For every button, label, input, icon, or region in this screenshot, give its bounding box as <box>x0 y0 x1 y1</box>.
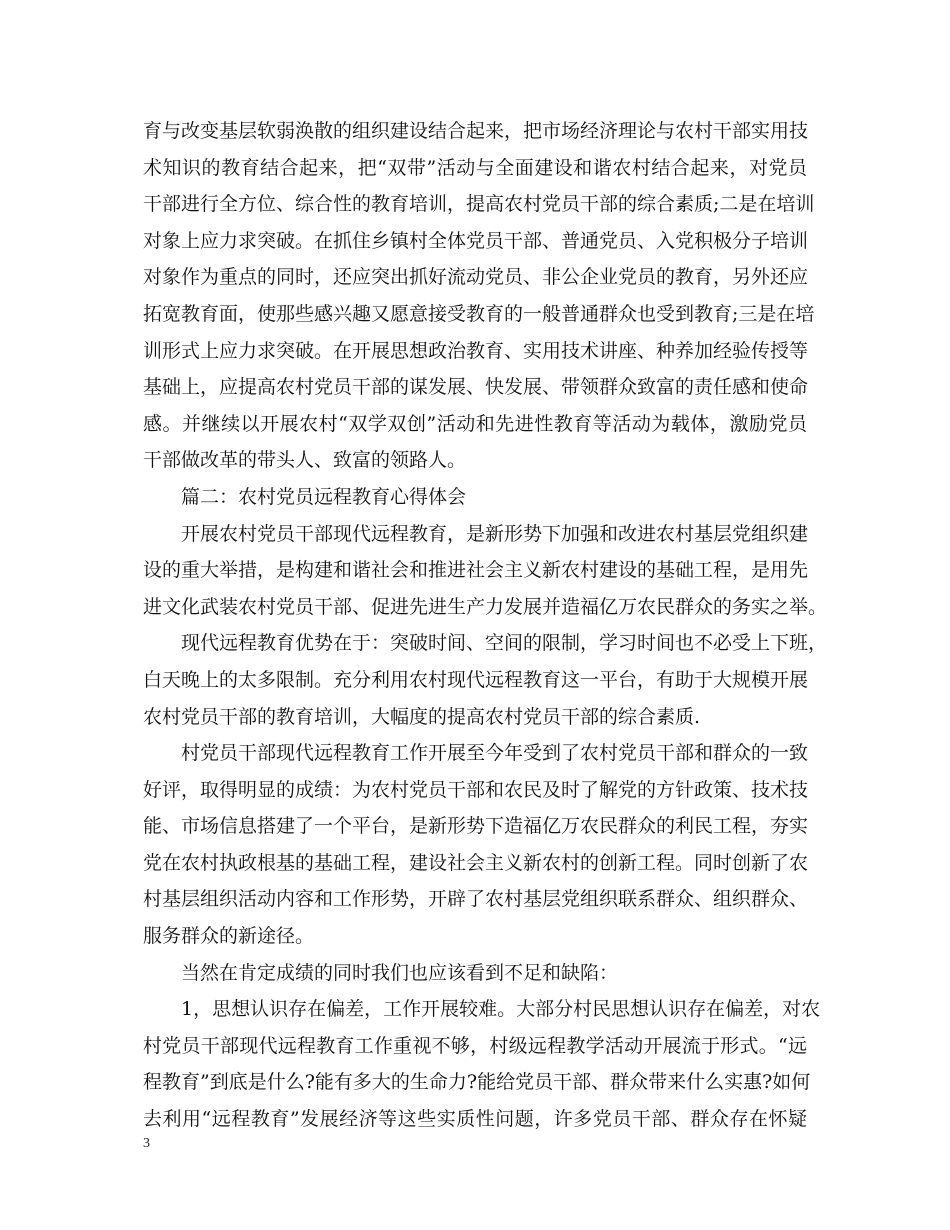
text-line: 对象上应力求突破。在抓住乡镇村全体党员干部、普通党员、入党积极分子培训 <box>143 229 809 252</box>
text-line: 村基层组织活动内容和工作形势，开辟了农村基层党组织联系群众、组织群众、 <box>143 888 809 911</box>
text-line: 服务群众的新途径。 <box>143 925 315 948</box>
text-line: 开展农村党员干部现代远程教育，是新形势下加强和改进农村基层党组织建 <box>181 522 809 545</box>
text-line: 基础上，应提高农村党员干部的谋发展、快发展、带领群众致富的责任感和使命 <box>143 376 809 399</box>
text-line: 农村党员干部的教育培训，大幅度的提高农村党员干部的综合素质. <box>143 705 701 728</box>
text-line: 拓宽教育面，使那些感兴趣又愿意接受教育的一般普通群众也受到教育;三是在培 <box>143 302 815 325</box>
text-line: 干部做改革的带头人、致富的领路人。 <box>143 449 467 472</box>
text-line: 党在农村执政根基的基础工程，建设社会主义新农村的创新工程。同时创新了农 <box>143 851 809 874</box>
text-line: 村党员干部现代远程教育工作重视不够，村级远程教学活动开展流于形式。“远 <box>143 1034 807 1057</box>
text-line: 进文化武装农村党员干部、促进先进生产力发展并造福亿万农民群众的务实之举。 <box>143 595 828 618</box>
text-line: 设的重大举措，是构建和谐社会和推进社会主义新农村建设的基础工程，是用先 <box>143 559 809 582</box>
text-line: 能、市场信息搭建了一个平台，是新形势下造福亿万农民群众的利民工程，夯实 <box>143 815 809 838</box>
page-number: 3 <box>143 1136 150 1151</box>
text-line: 对象作为重点的同时，还应突出抓好流动党员、非公企业党员的教育，另外还应 <box>143 266 809 289</box>
text-line: 训形式上应力求突破。在开展思想政治教育、实用技术讲座、种养加经验传授等 <box>143 339 809 362</box>
text-line: 程教育”到底是什么?能有多大的生命力?能给党员干部、群众带来什么实惠?如何 <box>143 1071 811 1094</box>
text-line: 现代远程教育优势在于：突破时间、空间的限制，学习时间也不必受上下班， <box>181 632 828 655</box>
text-line: 育与改变基层软弱涣散的组织建设结合起来，把市场经济理论与农村干部实用技 <box>143 120 809 142</box>
text-line: 1，思想认识存在偏差，工作开展较难。大部分村民思想认识存在偏差，对农 <box>181 998 821 1021</box>
text-line: 村党员干部现代远程教育工作开展至今年受到了农村党员干部和群众的一致 <box>181 742 809 765</box>
section-heading: 篇二：农村党员远程教育心得体会 <box>181 485 467 508</box>
body-text <box>143 113 828 1138</box>
text-line: 白天晚上的太多限制。充分利用农村现代远程教育这一平台，有助于大规模开展 <box>143 668 809 691</box>
text-line: 感。并继续以开展农村“双学双创”活动和先进性教育等活动为载体，激励党员 <box>143 412 807 435</box>
text-line: 好评，取得明显的成绩：为农村党员干部和农民及时了解党的方针政策、技术技 <box>143 778 809 801</box>
text-line: 去利用“远程教育”发展经济等这些实质性问题，许多党员干部、群众存在怀疑 <box>143 1108 807 1131</box>
text-line: 干部进行全方位、综合性的教育培训，提高农村党员干部的综合素质;二是在培训 <box>143 193 815 216</box>
text-line: 术知识的教育结合起来，把“双带”活动与全面建设和谐农村结合起来，对党员 <box>143 156 807 179</box>
text-line: 当然在肯定成绩的同时我们也应该看到不足和缺陷： <box>181 961 619 984</box>
